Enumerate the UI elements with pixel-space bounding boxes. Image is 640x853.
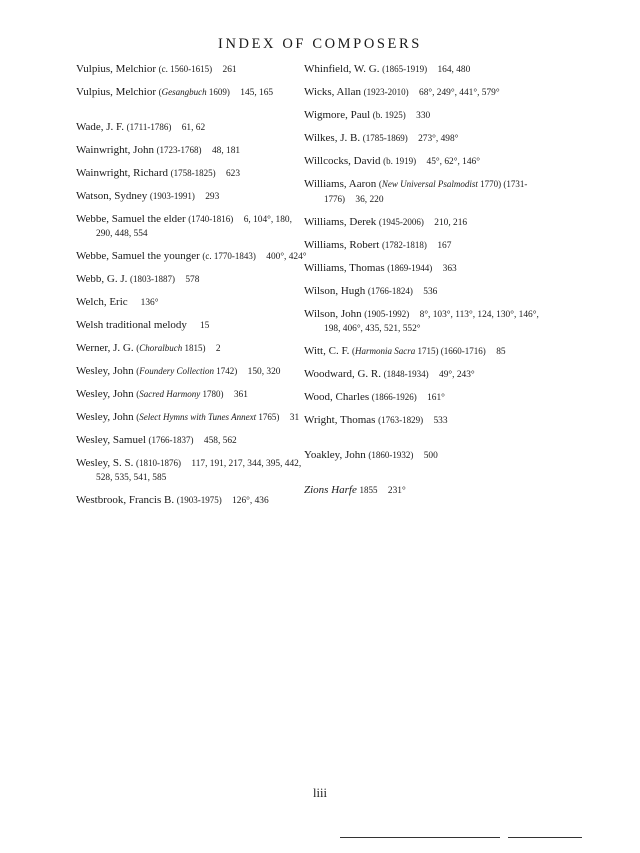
index-entry bbox=[76, 166, 308, 181]
composer-name: Welsh traditional melody bbox=[76, 319, 187, 331]
index-entry bbox=[304, 413, 540, 428]
hymn-references: 400°, 424° bbox=[266, 252, 307, 262]
composer-name: Wigmore, Paul bbox=[304, 109, 371, 121]
source-title: Sacred Harmony bbox=[139, 389, 201, 399]
composer-dates: (1869-1944) bbox=[387, 263, 433, 273]
composer-name: Williams, Derek bbox=[304, 216, 377, 228]
index-entry bbox=[76, 212, 308, 241]
hymn-references: 6, 104°, 180, 290, 448, 554 bbox=[96, 215, 292, 239]
index-entry bbox=[304, 108, 540, 123]
hymn-references: 49°, 243° bbox=[439, 370, 475, 380]
composer-dates: (1903-1991) bbox=[149, 191, 195, 201]
qualifier-open: ( bbox=[136, 343, 140, 353]
composer-name: Whinfield, W. G. bbox=[304, 63, 380, 75]
index-entry bbox=[76, 120, 308, 135]
composer-name: Zions Harfe bbox=[304, 484, 357, 496]
index-entry bbox=[76, 341, 308, 356]
composer-name: Yoakley, John bbox=[304, 449, 366, 461]
hymn-references: 68°, 249°, 441°, 579° bbox=[419, 88, 500, 98]
hymn-references: 458, 562 bbox=[203, 436, 237, 446]
hymn-references: 2 bbox=[215, 344, 221, 354]
composer-dates: (1711-1786) bbox=[126, 122, 172, 132]
composer-name: Wilson, John bbox=[304, 308, 362, 320]
qualifier-open: ( bbox=[136, 389, 140, 399]
hymn-references: 500 bbox=[423, 451, 438, 461]
index-entry bbox=[304, 344, 540, 359]
composer-name: Westbrook, Francis B. bbox=[76, 494, 175, 506]
composer-dates: (1866-1926) bbox=[371, 392, 417, 402]
composer-dates: (1766-1837) bbox=[148, 435, 194, 445]
index-entry bbox=[76, 364, 308, 379]
hymn-references: 45°, 62°, 146° bbox=[426, 157, 480, 167]
qualifier-open: ( bbox=[136, 366, 140, 376]
hymn-references: 161° bbox=[427, 393, 445, 403]
qualifier-close: 1765) bbox=[256, 412, 280, 422]
composer-name: Wainwright, John bbox=[76, 144, 154, 156]
composer-dates: (1782-1818) bbox=[381, 240, 427, 250]
index-entry bbox=[76, 295, 308, 310]
hymn-references: 36, 220 bbox=[355, 195, 384, 205]
hymn-references: 330 bbox=[416, 111, 431, 121]
composer-dates: (1763-1829) bbox=[378, 415, 424, 425]
hymn-references: 293 bbox=[205, 192, 220, 202]
composer-dates: (1848-1934) bbox=[383, 369, 429, 379]
composer-name: Wade, J. F. bbox=[76, 121, 125, 133]
source-title: Select Hymns with Tunes Annext bbox=[139, 412, 257, 422]
composer-name: Vulpius, Melchior bbox=[76, 86, 156, 98]
index-entry bbox=[76, 143, 308, 158]
composer-dates: (1803-1887) bbox=[129, 274, 175, 284]
composer-name: Wicks, Allan bbox=[304, 86, 361, 98]
composer-dates: (1810-1876) bbox=[135, 458, 181, 468]
composer-dates: (1923-2010) bbox=[363, 87, 409, 97]
qualifier-open: ( bbox=[136, 412, 140, 422]
index-entry bbox=[304, 62, 540, 77]
hymn-references: 145, 165 bbox=[240, 88, 274, 98]
index-entry bbox=[76, 410, 308, 425]
index-entry bbox=[304, 154, 540, 169]
hymn-references: 273°, 498° bbox=[418, 134, 459, 144]
index-entry bbox=[304, 215, 540, 230]
hymn-references: 210, 216 bbox=[434, 218, 468, 228]
composer-dates: (1766-1824) bbox=[367, 286, 413, 296]
bottom-rule-right bbox=[508, 837, 582, 838]
hymn-references: 85 bbox=[496, 347, 506, 357]
qualifier-close: 1609) bbox=[206, 87, 230, 97]
composer-name: Wood, Charles bbox=[304, 391, 370, 403]
index-entry bbox=[76, 272, 308, 287]
composer-name: Willcocks, David bbox=[304, 155, 381, 167]
composer-name: Wesley, John bbox=[76, 388, 134, 400]
hymn-references: 167 bbox=[437, 241, 452, 251]
composer-name: Webb, G. J. bbox=[76, 273, 128, 285]
composer-name: Watson, Sydney bbox=[76, 190, 148, 202]
composer-name: Wesley, S. S. bbox=[76, 457, 134, 469]
index-entry bbox=[304, 238, 540, 253]
composer-name: Williams, Aaron bbox=[304, 178, 377, 190]
qualifier-close: 1780) bbox=[200, 389, 224, 399]
index-entry bbox=[304, 307, 540, 336]
composer-name: Webbe, Samuel the elder bbox=[76, 213, 186, 225]
hymn-references: 15 bbox=[199, 321, 210, 331]
index-entry bbox=[304, 85, 540, 100]
qualifier-close: 1815) bbox=[182, 343, 206, 353]
page-number: liii bbox=[313, 786, 327, 800]
composer-dates: (1758-1825) bbox=[170, 168, 216, 178]
hymn-references: 8°, 103°, 113°, 124, 130°, 146°, 198, 406°, 435, 521, 552° bbox=[324, 310, 539, 334]
index-entry bbox=[304, 177, 540, 207]
qualifier-close: 1742) bbox=[214, 366, 238, 376]
composer-dates: (1903-1975) bbox=[176, 495, 222, 505]
hymn-references: 150, 320 bbox=[247, 367, 281, 377]
hymn-references: 126°, 436 bbox=[232, 496, 269, 506]
composer-dates: (c. 1560-1615) bbox=[158, 64, 213, 74]
index-entry bbox=[76, 433, 308, 448]
hymn-references: 536 bbox=[423, 287, 438, 297]
composer-name: Vulpius, Melchior bbox=[76, 63, 156, 75]
composer-dates: (1860-1932) bbox=[368, 450, 414, 460]
composer-name: Wilkes, J. B. bbox=[304, 132, 361, 144]
hymn-references: 117, 191, 217, 344, 395, 442, 528, 535, 541, 585 bbox=[96, 459, 302, 483]
hymn-references: 61, 62 bbox=[181, 123, 206, 133]
composer-name: Welch, Eric bbox=[76, 296, 128, 308]
composer-name: Webbe, Samuel the younger bbox=[76, 250, 200, 262]
source-title: Gesangbuch bbox=[161, 87, 207, 97]
index-entry bbox=[304, 284, 540, 299]
composer-name: Woodward, G. R. bbox=[304, 368, 382, 380]
index-entry bbox=[76, 189, 308, 204]
source-title: Foundery Collection bbox=[139, 366, 215, 376]
bottom-rule bbox=[340, 837, 500, 838]
index-entry bbox=[304, 390, 540, 405]
index-entry bbox=[304, 483, 540, 498]
page-title: INDEX OF COMPOSERS bbox=[218, 36, 422, 52]
composer-dates: (b. 1925) bbox=[372, 110, 406, 120]
index-entry bbox=[304, 448, 540, 463]
composer-dates: (c. 1770-1843) bbox=[202, 251, 256, 261]
hymn-references: 533 bbox=[433, 416, 448, 426]
composer-dates: (1945-2006) bbox=[378, 217, 424, 227]
composer-name: Williams, Robert bbox=[304, 239, 380, 251]
index-entry bbox=[76, 62, 308, 77]
composer-name: Witt, C. F. bbox=[304, 345, 350, 357]
composer-name: Wainwright, Richard bbox=[76, 167, 168, 179]
index-column-right bbox=[304, 62, 540, 506]
composer-dates: (1740-1816) bbox=[188, 214, 234, 224]
composer-name: Wright, Thomas bbox=[304, 414, 376, 426]
hymn-references: 136° bbox=[140, 298, 159, 308]
index-entry bbox=[304, 261, 540, 276]
composer-dates: (1785-1869) bbox=[362, 133, 408, 143]
index-entry bbox=[76, 249, 308, 264]
hymn-references: 363 bbox=[442, 264, 457, 274]
composer-dates: (1865-1919) bbox=[382, 64, 428, 74]
source-title: Choralbuch bbox=[139, 343, 183, 353]
qualifier-open: ( bbox=[352, 346, 356, 356]
composer-name: Wesley, John bbox=[76, 411, 134, 423]
composer-name: Wesley, Samuel bbox=[76, 434, 146, 446]
qualifier-close: 1770) (1731-1776) bbox=[324, 179, 528, 204]
index-entry bbox=[76, 318, 308, 333]
composer-name: Williams, Thomas bbox=[304, 262, 385, 274]
hymn-references: 623 bbox=[225, 169, 241, 179]
source-title: New Universal Psalmodist bbox=[381, 179, 478, 189]
hymn-references: 361 bbox=[233, 390, 248, 400]
hymn-references: 231° bbox=[387, 486, 406, 496]
composer-dates: 1855 bbox=[359, 485, 378, 495]
composer-dates: (1723-1768) bbox=[156, 145, 202, 155]
qualifier-open: ( bbox=[158, 87, 162, 97]
index-entry bbox=[76, 387, 308, 402]
qualifier-close: 1715) (1660-1716) bbox=[415, 346, 486, 356]
index-entry bbox=[304, 367, 540, 382]
index-entry bbox=[76, 493, 308, 508]
hymn-references: 261 bbox=[222, 65, 237, 75]
composer-dates: (1905-1992) bbox=[364, 309, 410, 319]
index-entry bbox=[76, 85, 308, 100]
source-title: Harmonia Sacra bbox=[355, 346, 416, 356]
hymn-references: 164, 480 bbox=[437, 65, 471, 75]
composer-dates: (b. 1919) bbox=[383, 156, 417, 166]
qualifier-open: ( bbox=[378, 179, 382, 189]
composer-name: Wesley, John bbox=[76, 365, 134, 377]
composer-name: Wilson, Hugh bbox=[304, 285, 366, 297]
index-column-left bbox=[76, 62, 308, 516]
index-entry bbox=[76, 456, 308, 485]
index-entry bbox=[304, 131, 540, 146]
hymn-references: 578 bbox=[185, 275, 200, 285]
composer-name: Werner, J. G. bbox=[76, 342, 134, 354]
hymn-references: 48, 181 bbox=[211, 146, 241, 156]
hymn-references: 31 bbox=[289, 413, 300, 423]
